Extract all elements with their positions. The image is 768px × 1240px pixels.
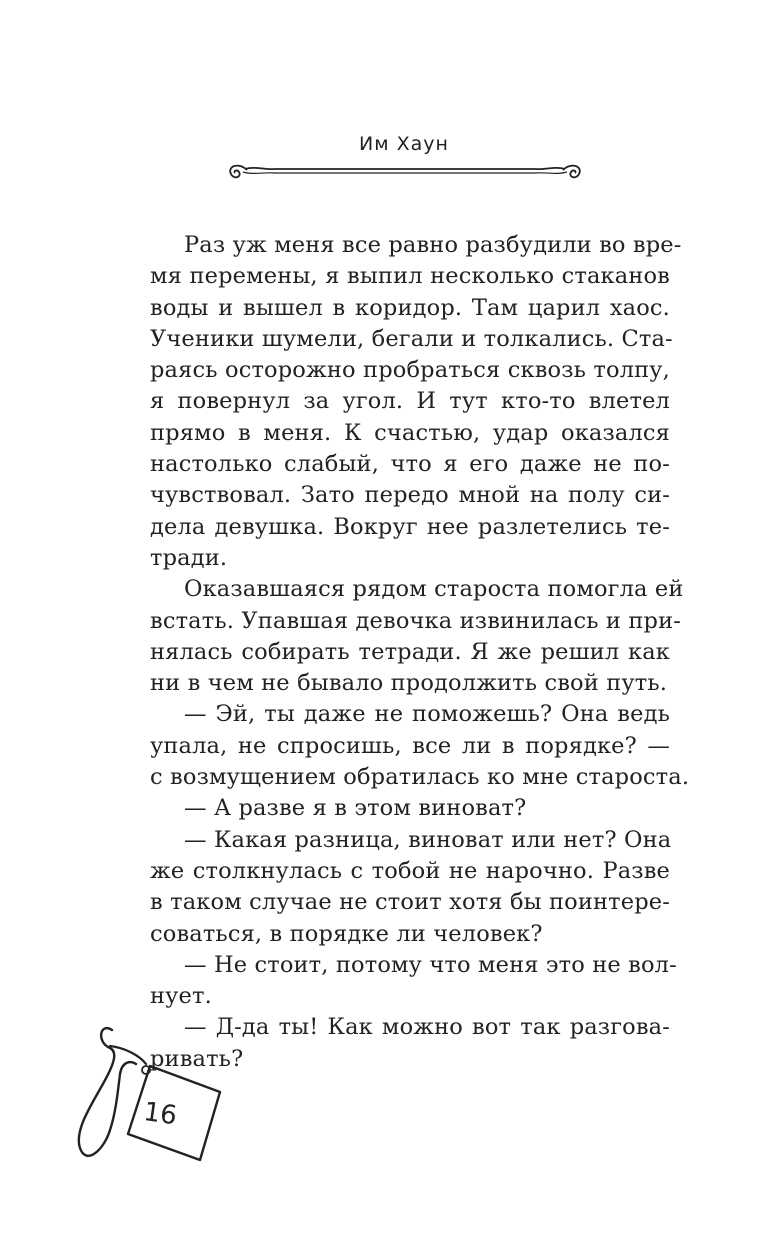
text-line: чувствовал. Зато передо мной на полу си- — [150, 482, 670, 509]
text-line: тради. — [150, 544, 228, 571]
page-number: 16 — [141, 1097, 179, 1132]
text-line: воды и вышел в коридор. Там царил хаос. — [150, 294, 670, 321]
text-line: я повернул за угол. И тут кто-то влетел — [150, 388, 670, 415]
text-line: нялась собирать тетради. Я же решил как — [150, 638, 670, 665]
text-line: же столкнулась с тобой не нарочно. Разве — [150, 857, 670, 884]
text-line: — Какая разница, виноват или нет? Она — [184, 826, 672, 853]
text-line: настолько слабый, что я его даже не по- — [150, 451, 670, 478]
text-line: прямо в меня. К счастью, удар оказался — [150, 419, 670, 446]
text-line: Раз уж меня все равно разбудили во вре- — [184, 232, 682, 258]
text-line: Ученики шумели, бегали и толкались. Ста- — [150, 325, 673, 352]
ornament-divider — [225, 160, 585, 182]
text-line: — Эй, ты даже не поможешь? Она ведь — [184, 701, 670, 728]
text-line: с возмущением обратилась ко мне староста. — [150, 764, 690, 791]
author-name: Им Хаун — [359, 133, 449, 155]
text-line: ривать? — [150, 1045, 244, 1072]
text-line: мя перемены, я выпил несколько стаканов — [150, 263, 670, 290]
text-line: нует. — [150, 983, 212, 1010]
text-line: дела девушка. Вокруг нее разлетелись те- — [150, 513, 670, 540]
text-line: упала, не спросишь, все ли в порядке? — — [150, 732, 670, 759]
text-line: ни в чем не бывало продолжить свой путь. — [150, 670, 668, 697]
text-line: Оказавшаяся рядом староста помогла ей — [184, 576, 684, 603]
text-line: в таком случае не стоит хотя бы поинтере- — [150, 889, 670, 916]
text-line: раясь осторожно пробраться сквозь толпу, — [150, 357, 670, 384]
body-text — [150, 230, 690, 1075]
text-line: — Не стоит, потому что меня это не вол- — [184, 951, 677, 978]
text-line: — А разве я в этом виноват? — [184, 795, 527, 822]
text-line: соваться, в порядке ли человек? — [150, 920, 543, 947]
text-line: — Д-да ты! Как можно вот так разгова- — [184, 1014, 670, 1041]
text-line: встать. Упавшая девочка извинилась и при- — [150, 607, 681, 634]
